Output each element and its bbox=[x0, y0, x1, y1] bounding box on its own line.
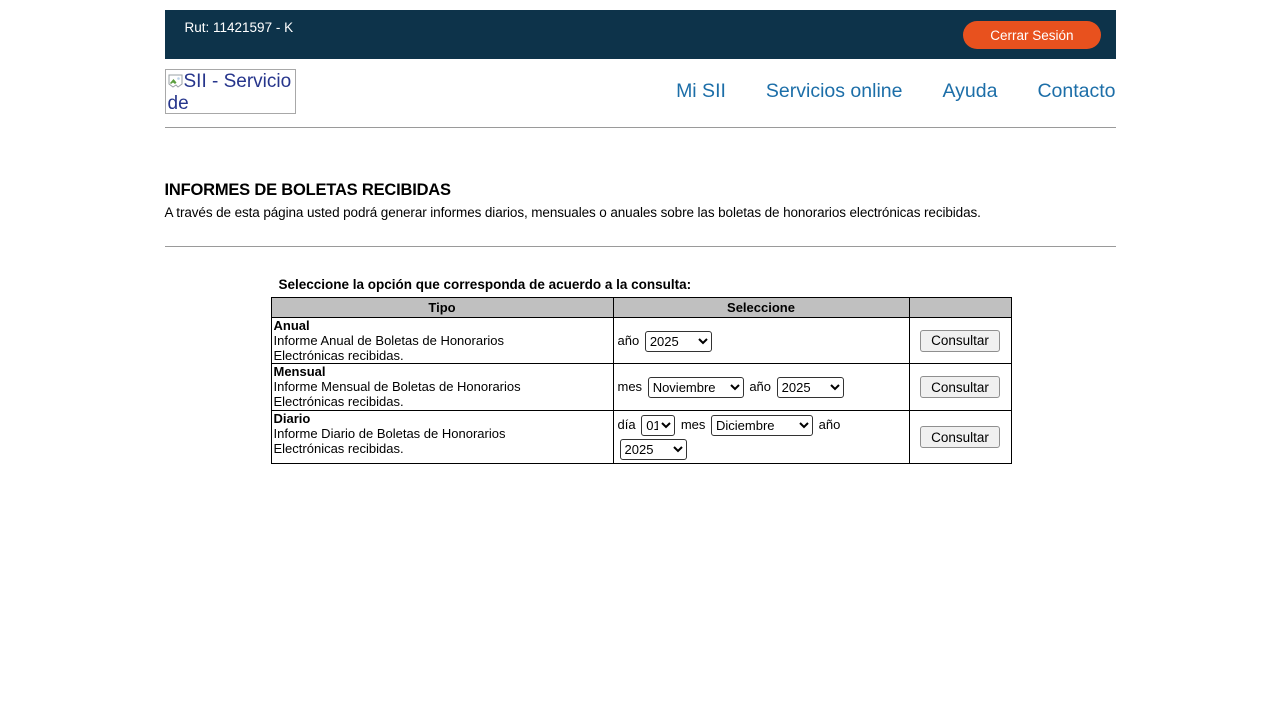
table-row-anual bbox=[271, 318, 1011, 364]
diario-type-label: Diario bbox=[273, 411, 311, 426]
table-header-row bbox=[271, 298, 1011, 318]
diario-anio-select[interactable] bbox=[620, 439, 687, 460]
content-container bbox=[165, 10, 1116, 464]
header-tipo: Tipo bbox=[271, 298, 613, 318]
diario-mes-select[interactable] bbox=[711, 415, 813, 436]
mensual-anio-select[interactable] bbox=[777, 377, 844, 398]
mensual-description: Informe Mensual de Boletas de Honorarios Electrónicas recibidas. bbox=[273, 379, 521, 409]
nav-link-ayuda[interactable]: Ayuda bbox=[942, 80, 998, 102]
table-row-diario bbox=[271, 411, 1011, 464]
page-description: A través de esta página usted podrá generar informes diarios, mensuales o anuales sobre las boletas de honorarios electrónicas recibidas. bbox=[164, 205, 981, 220]
mensual-consultar-button[interactable]: Consultar bbox=[920, 376, 1000, 398]
broken-image-icon bbox=[168, 74, 183, 89]
diario-dia-label: día bbox=[617, 417, 636, 432]
logo-alt-text: SII - Servicio de bbox=[167, 71, 292, 114]
rut-label: Rut: 11421597 - K bbox=[184, 20, 294, 35]
mensual-action-cell bbox=[909, 364, 1011, 411]
mensual-mes-select[interactable] bbox=[648, 377, 744, 398]
anual-consultar-button[interactable]: Consultar bbox=[920, 330, 1000, 352]
mensual-mes-label: mes bbox=[617, 379, 643, 394]
diario-anio-label: año bbox=[818, 417, 841, 432]
anual-select-cell bbox=[613, 318, 909, 364]
diario-tipo-cell bbox=[271, 411, 613, 464]
diario-description: Informe Diario de Boletas de Honorarios Electrónicas recibidas. bbox=[273, 426, 506, 456]
diario-mes-label: mes bbox=[680, 417, 706, 432]
nav-row bbox=[165, 59, 1116, 116]
diario-consultar-button[interactable]: Consultar bbox=[920, 426, 1000, 448]
mensual-tipo-cell bbox=[271, 364, 613, 411]
sii-logo[interactable] bbox=[165, 69, 296, 114]
header-empty bbox=[909, 298, 1011, 318]
nav-divider bbox=[165, 127, 1116, 128]
anual-type-label: Anual bbox=[273, 318, 310, 333]
logout-button[interactable]: Cerrar Sesión bbox=[963, 21, 1100, 49]
anual-description: Informe Anual de Boletas de Honorarios Electrónicas recibidas. bbox=[273, 333, 505, 363]
anual-anio-label: año bbox=[617, 332, 640, 348]
nav-link-contacto[interactable]: Contacto bbox=[1037, 80, 1116, 102]
page-title: INFORMES DE BOLETAS RECIBIDAS bbox=[164, 181, 451, 199]
anual-action-cell bbox=[909, 318, 1011, 364]
diario-dia-select[interactable] bbox=[641, 415, 675, 436]
diario-action-cell bbox=[909, 411, 1011, 464]
mensual-type-label: Mensual bbox=[273, 364, 326, 379]
main-nav bbox=[676, 80, 1115, 103]
mensual-select-cell bbox=[613, 364, 909, 411]
table-instruction: Seleccione la opción que corresponda de acuerdo a la consulta: bbox=[278, 277, 692, 292]
mensual-anio-label: año bbox=[749, 379, 772, 394]
diario-select-cell bbox=[613, 411, 909, 464]
top-bar bbox=[165, 10, 1116, 59]
anual-tipo-cell bbox=[271, 318, 613, 364]
nav-link-servicios-online[interactable]: Servicios online bbox=[765, 80, 903, 102]
content-divider bbox=[165, 246, 1116, 247]
table-row-mensual bbox=[271, 364, 1011, 411]
reports-table bbox=[271, 297, 1012, 464]
anual-anio-select[interactable] bbox=[645, 331, 712, 352]
header-seleccione: Seleccione bbox=[613, 298, 909, 318]
nav-link-mi-sii[interactable]: Mi SII bbox=[676, 80, 726, 102]
